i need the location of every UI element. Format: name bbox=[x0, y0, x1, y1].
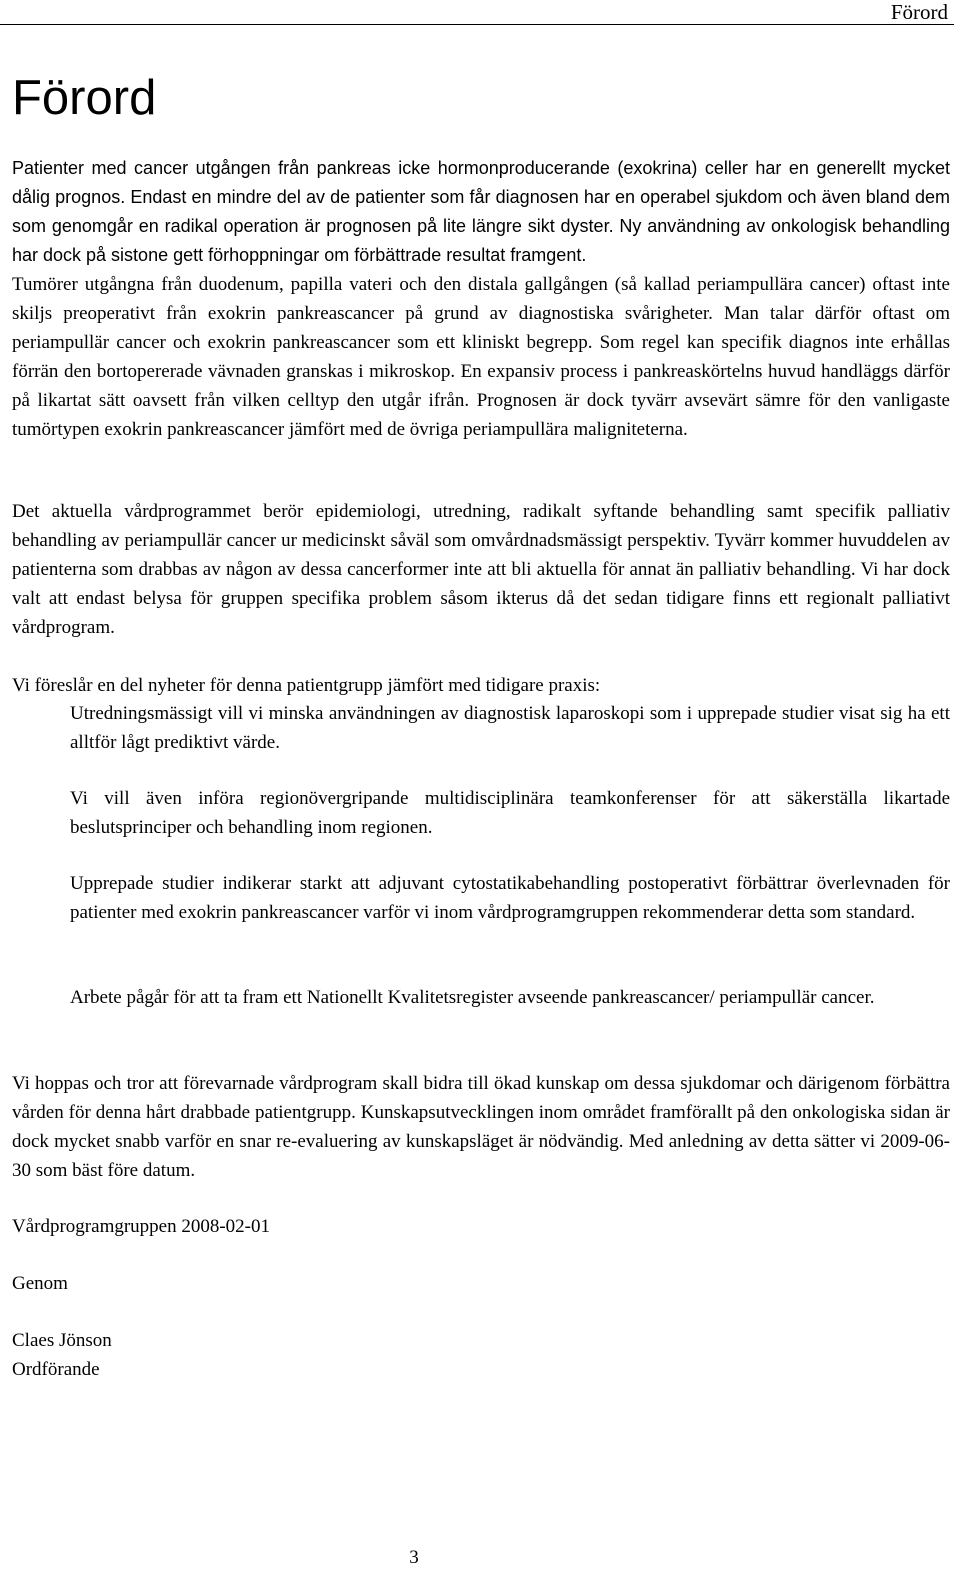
proposal-item-kvalitetsregister: Arbete pågår för att ta fram ett Nationellt Kvalitetsregister avseende pankreascancer/ periampullär cancer. bbox=[70, 987, 875, 1008]
tumor-paragraph: Tumörer utgångna från duodenum, papilla vateri och den distala gallgången (så kallad periampullära cancer) oftast inte skiljs preoperativt från exokrin pankreascancer på grund av diagnostiska svårigheter. Man talar därför oftast om periampullär cancer och exokrin pankreascancer som ett kliniskt begrepp. Som regel kan specifik diagnos inte erhållas förrän den bortopererade vävnaden granskas i mikroskop. En expansiv process i pankreaskörtelns huvud handläggs därför på likartat sätt oavsett från vilken celltyp den utgår ifrån. Prognosen är dock tyvärr avsevärt sämre för den vanligaste tumörtypen exokrin pankreascancer jämfört med de övriga periampullära maligniteterna. bbox=[12, 274, 950, 440]
proposals-lead: Vi föreslår en del nyheter för denna patientgrupp jämfört med tidigare praxis: bbox=[12, 675, 601, 696]
signature-role: Ordförande bbox=[12, 1359, 100, 1380]
proposal-item-cytostatika: Upprepade studier indikerar starkt att adjuvant cytostatikabehandling postoperativt förbättrar överlevnaden för patienter med exokrin pankreascancer varför vi inom vårdprogramgruppen rekommenderar detta som standard. bbox=[70, 873, 950, 923]
intro-paragraph: Patienter med cancer utgången från pankreas icke hormonproducerande (exokrina) celler har en generellt mycket dålig prognos. Endast en mindre del av de patienter som får diagnosen har en operabel sjukdom och även bland dem som genomgår en radikal operation är prognosen på lite längre sikt dyster. Ny användning av onkologisk behandling har dock på sistone gett förhoppningar om förbättrade resultat framgent. bbox=[12, 158, 950, 265]
closing-paragraph: Vi hoppas och tror att förevarnade vårdprogram skall bidra till ökad kunskap om dessa sjukdomar och därigenom förbättra vården för denna hårt drabbade patientgrupp. Kunskapsutvecklingen inom området framförallt på den onkologiska sidan är dock mycket snabb varför en snar re-evaluering av kunskapsläget är nödvändig. Med anledning av detta sätter vi 2009-06-30 som bäst före datum. bbox=[12, 1073, 950, 1181]
page-title: Förord bbox=[12, 71, 157, 125]
page-number: 3 bbox=[409, 1547, 419, 1568]
signature-group-date: Vårdprogramgruppen 2008-02-01 bbox=[12, 1216, 271, 1237]
proposal-item-teamkonferenser: Vi vill även införa regionövergripande multidisciplinära teamkonferenser för att säkerställa likartade beslutsprinciper och behandling inom regionen. bbox=[70, 788, 950, 838]
running-header-title: Förord bbox=[890, 0, 948, 24]
program-paragraph: Det aktuella vårdprogrammet berör epidemiologi, utredning, radikalt syftande behandling samt specifik palliativ behandling av periampullär cancer ur medicinskt såväl som omvårdnadsmässigt perspektiv. Tyvärr kommer huvuddelen av patienterna som drabbas av någon av dessa cancerformer inte att bli aktuella för annat än palliativ behandling. Vi har dock valt att endast belysa för gruppen specifika problem såsom ikterus då det sedan tidigare finns ett regionalt palliativt vårdprogram. bbox=[12, 501, 950, 638]
signature-name: Claes Jönson bbox=[12, 1330, 112, 1351]
signature-via: Genom bbox=[12, 1273, 68, 1294]
proposal-item-laparoskopi: Utredningsmässigt vill vi minska användningen av diagnostisk laparoskopi som i upprepade studier visat sig ha ett alltför lågt prediktivt värde. bbox=[70, 703, 950, 753]
running-header bbox=[0, 0, 954, 25]
